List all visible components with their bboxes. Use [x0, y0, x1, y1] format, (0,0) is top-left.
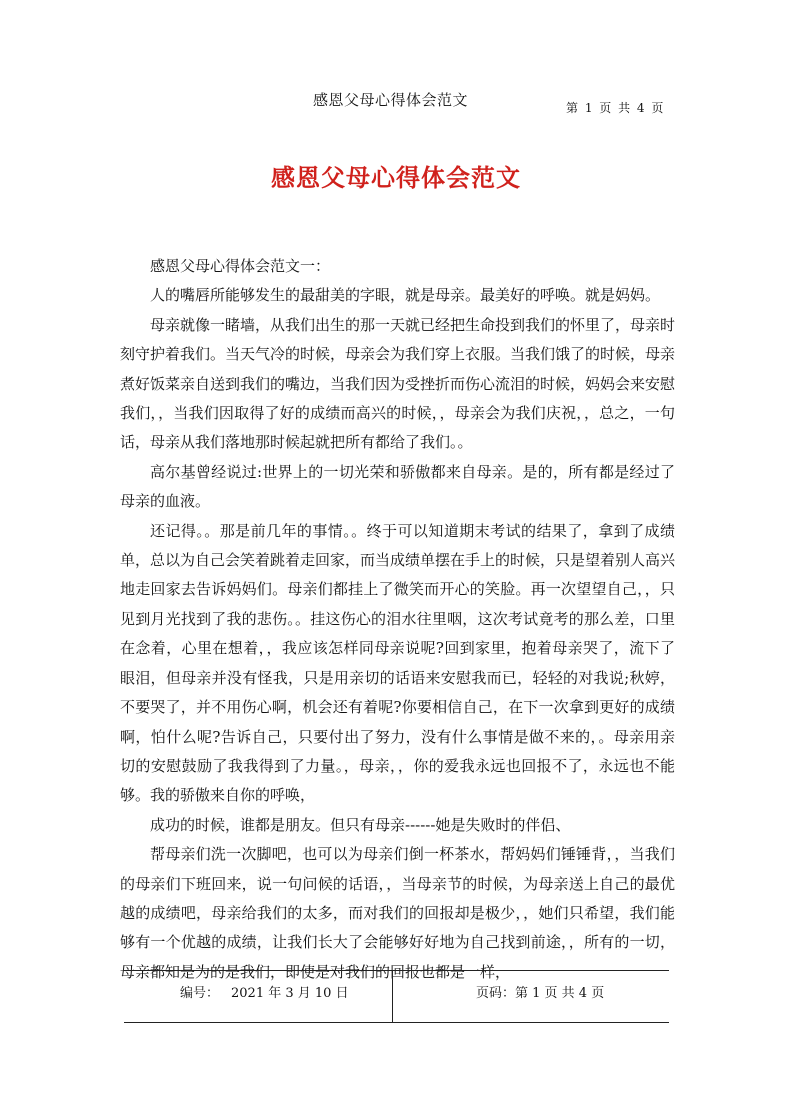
document-title: 感恩父母心得体会范文	[271, 163, 521, 192]
paragraph: 成功的时候，谁都是朋友。但只有母亲------她是失败时的伴侣、	[150, 815, 571, 834]
footer-top-rule	[124, 970, 669, 971]
paragraph: 感恩父母心得体会范文一：	[150, 257, 331, 275]
header-page-indicator: 第 1 页 共 4 页	[566, 101, 665, 115]
footer-bottom-rule	[124, 1022, 669, 1023]
paragraph: 高尔基曾经说过:世界上的一切光荣和骄傲都来自母亲。是的，所有都是经过了母亲的血液。	[120, 462, 675, 511]
footer-table	[124, 970, 669, 1023]
paragraph: 还记得。。那是前几年的事情。。终于可以知道期末考试的结果了，拿到了成绩单，总以为自己会笑着跳着走回家，而当成绩单摆在手上的时候，只是望着别人高兴地走回家去告诉妈妈们。母亲们都挂上了微笑而开心的笑脸。再一次望望自己，，只见到月光找到了我的悲伤。。挂这伤心的泪水往里咽，这次考试竟考的那么差，口里在念着，心里在想着，，我应该怎样同母亲说呢?回到家里，抱着母亲哭了，流下了眼泪，但母亲并没有怪我，只是用亲切的话语来安慰我而已，轻轻的对我说;秋婷，不要哭了，并不用伤心啊，机会还有着呢?你要相信自己，在下一次拿到更好的成绩啊，怕什么呢?告诉自己，只要付出了努力，没有什么事情是做不来的，。母亲用亲切的安慰鼓励了我我得到了力量。，母亲，，你的爱我永远也回报不了，永远也不能够。我的骄傲来自你的呼唤，	[120, 521, 676, 805]
header-title: 感恩父母心得体会范文	[313, 91, 469, 109]
paragraph: 人的嘴唇所能够发生的最甜美的字眼，就是母亲。最美好的呼唤。就是妈妈。	[150, 286, 661, 305]
paragraph: 母亲就像一睹墙，从我们出生的那一天就已经把生命投到我们的怀里了，母亲时刻守护着我们。当天气冷的时候，母亲会为我们穿上衣服。当我们饿了的时候，母亲煮好饭菜亲自送到我们的嘴边，当我们因为受挫折而伤心流泪的时候，妈妈会来安慰我们，，当我们因取得了好的成绩而高兴的时候，，母亲会为我们庆祝，，总之，一句话，母亲从我们落地那时候起就把所有都给了我们。。	[120, 315, 676, 452]
footer-divider	[392, 970, 393, 1023]
footer-number-label: 编号：	[180, 986, 220, 1001]
footer-number-cell	[180, 982, 349, 1001]
document-body	[120, 252, 675, 987]
footer-page-cell: 页码：第 1 页 共 4 页	[476, 986, 605, 1001]
footer-date: 2021 年 3 月 10 日	[231, 986, 349, 1001]
paragraph: 帮母亲们洗一次脚吧，也可以为母亲们倒一杯茶水，帮妈妈们锤锤背，，当我们的母亲们下班回来，说一句问候的话语，，当母亲节的时候，为母亲送上自己的最优越的成绩吧，母亲给我们的太多，而对我们的回报却是极少，，她们只希望，我们能够有一个优越的成绩，让我们长大了会能够好好地为自己找到前途，，所有的一切，母亲都知是为的是我们，即使是对我们的回报也都是一样，	[120, 845, 675, 981]
